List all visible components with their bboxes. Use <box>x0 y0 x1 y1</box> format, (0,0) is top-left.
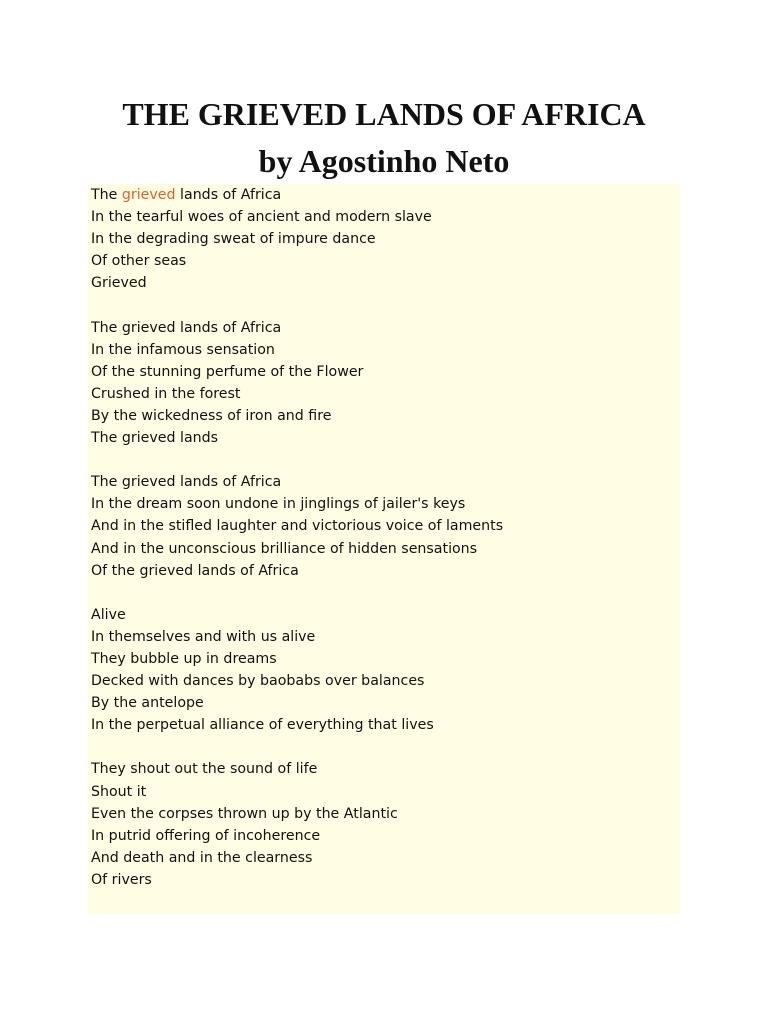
line-text: lands of Africa <box>175 187 282 203</box>
poem-line: They shout out the sound of life <box>91 761 318 778</box>
stanza-break <box>91 582 677 604</box>
poem-author: by Agostinho Neto <box>258 143 510 179</box>
line-text: The <box>91 187 122 203</box>
poem-line: The grieved lands of Africa <box>91 319 282 336</box>
poem-line: Crushed in the forest <box>91 385 241 402</box>
poem-line: In the dream soon undone in jinglings of jailer's keys <box>91 496 466 513</box>
stanza-break <box>91 294 677 316</box>
poem-line: In the perpetual alliance of everything that lives <box>91 717 434 734</box>
poem-line: Of rivers <box>91 871 152 888</box>
poem-line: By the wickedness of iron and fire <box>91 407 332 424</box>
poem-line: In the degrading sweat of impure dance <box>91 231 376 248</box>
poem-line: By the antelope <box>91 695 204 712</box>
poem-line: And in the stifled laughter and victorious voice of laments <box>91 518 504 535</box>
poem-line: The grieved lands <box>91 430 219 447</box>
poem-line: And in the unconscious brilliance of hidden sensations <box>91 540 478 557</box>
poem-line: In themselves and with us alive <box>91 628 316 645</box>
poem-line: Alive <box>91 606 126 623</box>
highlighted-word: grieved <box>121 187 176 203</box>
poem-line: In putrid offering of incoherence <box>91 827 321 844</box>
poem-line: Grieved <box>91 275 147 292</box>
poem-line: Of the grieved lands of Africa <box>91 562 299 579</box>
poem-line <box>91 184 677 206</box>
poem-body <box>91 184 677 891</box>
poem-line: Of other seas <box>91 253 187 270</box>
stanza-break <box>91 736 677 758</box>
poem-line: In the tearful woes of ancient and modern slave <box>91 209 432 226</box>
poem-line: The grieved lands of Africa <box>91 474 282 491</box>
poem-title: THE GRIEVED LANDS OF AFRICA <box>122 96 646 132</box>
poem-line: Decked with dances by baobabs over balances <box>91 673 425 690</box>
poem-line: Even the corpses thrown up by the Atlantic <box>91 805 398 822</box>
poem-line: Shout it <box>91 783 147 800</box>
poem-line: They bubble up in dreams <box>91 650 277 667</box>
stanza-break <box>91 449 677 471</box>
poem-line: In the infamous sensation <box>91 341 275 358</box>
poem-line: Of the stunning perfume of the Flower <box>91 363 364 380</box>
poem-line: And death and in the clearness <box>91 849 313 866</box>
poem-panel <box>88 184 680 914</box>
